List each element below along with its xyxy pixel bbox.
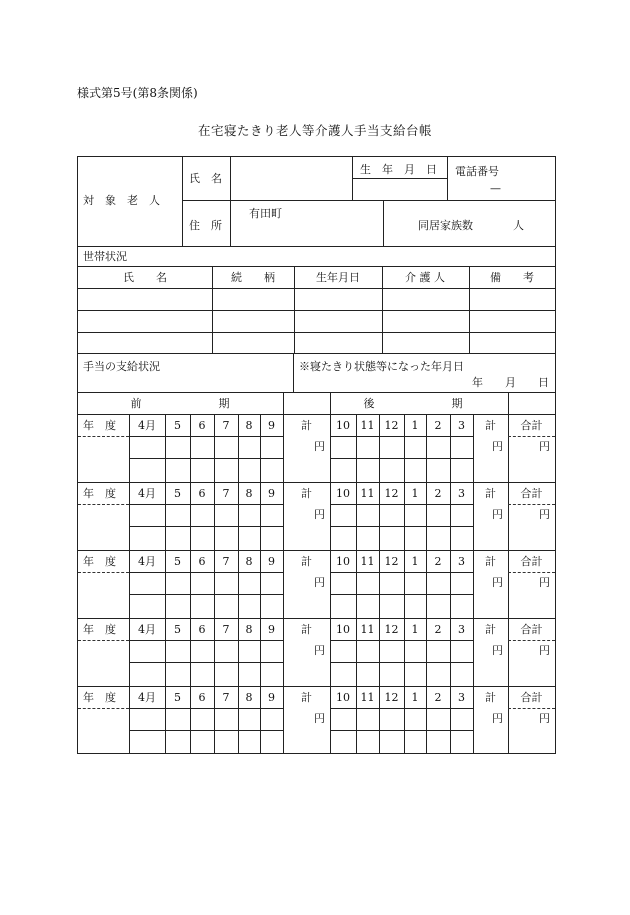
month-header: 2: [434, 691, 442, 704]
month-header: 7: [222, 623, 230, 636]
month-header: 3: [458, 623, 465, 636]
birth-field[interactable]: [357, 183, 445, 197]
month-header: 合計: [520, 487, 543, 500]
month-header: 5: [174, 419, 181, 432]
month-header: 合計: [520, 555, 543, 568]
month-header: 1: [411, 623, 419, 636]
first-half-header: 前 期: [130, 397, 230, 410]
month-header: 6: [198, 691, 206, 704]
month-header: 1: [411, 691, 419, 704]
month-header: 10: [336, 691, 350, 704]
yen-unit: 円: [492, 576, 503, 589]
month-header: 9: [268, 623, 275, 636]
fiscal-year-label: 年 度: [83, 623, 116, 636]
month-header: 10: [336, 623, 350, 636]
month-header: 2: [434, 419, 442, 432]
yen-unit: 円: [539, 440, 550, 453]
month-header: 8: [245, 419, 253, 432]
yen-unit: 円: [492, 712, 503, 725]
month-header: 計: [301, 419, 312, 432]
page-title: 在宅寝たきり老人等介護人手当支給台帳: [197, 123, 432, 138]
birth-label: 生 年 月 日: [360, 163, 437, 176]
column-name: 氏 名: [123, 271, 167, 284]
month-header: 5: [174, 555, 181, 568]
bedridden-date-label: ※寝たきり状態等になった年月日: [299, 360, 464, 373]
month-header: 2: [434, 555, 442, 568]
yen-unit: 円: [492, 440, 503, 453]
month-header: 4月: [138, 419, 156, 432]
address-value[interactable]: 有田町: [249, 207, 282, 220]
yen-unit: 円: [492, 508, 503, 521]
month-header: 11: [360, 555, 375, 568]
month-header: 3: [458, 691, 465, 704]
month-header: 8: [245, 623, 253, 636]
month-header: 7: [222, 487, 230, 500]
yen-unit: 円: [539, 508, 550, 521]
month-header: 4月: [138, 623, 156, 636]
column-relation: 続 柄: [231, 271, 275, 284]
yen-unit: 円: [539, 576, 550, 589]
month-header: 12: [384, 555, 399, 568]
fiscal-year-label: 年 度: [83, 555, 116, 568]
month-header: 11: [360, 691, 375, 704]
month-header: 計: [485, 487, 496, 500]
month-header: 6: [198, 487, 206, 500]
month-header: 8: [245, 487, 253, 500]
yen-unit: 円: [539, 644, 550, 657]
month-header: 合計: [520, 419, 543, 432]
month-header: 4月: [138, 691, 156, 704]
column-caregiver: 介 護 人: [405, 271, 445, 284]
month-header: 6: [198, 623, 206, 636]
month-header: 7: [222, 555, 230, 568]
address-label: 住 所: [189, 219, 222, 232]
month-header: 10: [336, 487, 350, 500]
allowance-status-block: [77, 353, 556, 393]
month-header: 12: [384, 691, 399, 704]
second-half-header: 後 期: [363, 397, 463, 410]
month-header: 7: [222, 691, 230, 704]
payment-table: [77, 392, 556, 754]
month-header: 計: [485, 691, 496, 704]
name-label: 氏 名: [189, 172, 222, 185]
month-header: 9: [268, 691, 275, 704]
month-header: 計: [301, 555, 312, 568]
month-header: 3: [458, 419, 465, 432]
month-header: 4月: [138, 555, 156, 568]
fiscal-year-label: 年 度: [83, 487, 116, 500]
month-header: 12: [384, 487, 399, 500]
month-header: 9: [268, 487, 275, 500]
month-header: 12: [384, 419, 399, 432]
yen-unit: 円: [314, 576, 325, 589]
household-count-unit: 人: [513, 219, 524, 232]
subject-block: [77, 156, 556, 247]
fiscal-year-label: 年 度: [83, 419, 116, 432]
month-header: 合計: [520, 623, 543, 636]
month-header: 2: [434, 487, 442, 500]
phone-dash: —: [490, 182, 501, 195]
name-field[interactable]: [235, 175, 347, 189]
month-header: 3: [458, 555, 465, 568]
month-header: 2: [434, 623, 442, 636]
month-header: 10: [336, 419, 350, 432]
yen-unit: 円: [492, 644, 503, 657]
form-number: 様式第5号(第8条関係): [77, 86, 198, 100]
month-header: 12: [384, 623, 399, 636]
yen-unit: 円: [314, 712, 325, 725]
month-header: 計: [485, 623, 496, 636]
household-count-label: 同居家族数: [418, 219, 473, 232]
month-header: 計: [301, 623, 312, 636]
month-header: 計: [485, 419, 496, 432]
month-header: 計: [301, 691, 312, 704]
month-header: 11: [360, 419, 375, 432]
fiscal-year-label: 年 度: [83, 691, 116, 704]
month-header: 7: [222, 419, 230, 432]
column-remarks: 備 考: [490, 271, 534, 284]
month-header: 9: [268, 555, 275, 568]
month-header: 5: [174, 623, 181, 636]
subject-label: 対 象 老 人: [83, 194, 160, 207]
month-header: 3: [458, 487, 465, 500]
month-header: 1: [411, 555, 419, 568]
month-header: 6: [198, 555, 206, 568]
yen-unit: 円: [314, 440, 325, 453]
month-header: 5: [174, 691, 181, 704]
month-header: 4月: [138, 487, 156, 500]
yen-unit: 円: [539, 712, 550, 725]
yen-unit: 円: [314, 508, 325, 521]
phone-label: 電話番号: [455, 165, 499, 178]
month-header: 8: [245, 691, 253, 704]
bedridden-date-value: 年 月 日: [472, 376, 549, 389]
allowance-status-label: 手当の支給状況: [83, 360, 160, 373]
month-header: 8: [245, 555, 253, 568]
household-block: [77, 246, 556, 354]
column-birthdate: 生年月日: [316, 271, 360, 284]
month-header: 計: [301, 487, 312, 500]
month-header: 1: [411, 419, 419, 432]
month-header: 計: [485, 555, 496, 568]
yen-unit: 円: [314, 644, 325, 657]
month-header: 10: [336, 555, 350, 568]
household-section-label: 世帯状況: [83, 250, 127, 263]
month-header: 11: [360, 487, 375, 500]
month-header: 9: [268, 419, 275, 432]
month-header: 6: [198, 419, 206, 432]
month-header: 1: [411, 487, 419, 500]
month-header: 5: [174, 487, 181, 500]
month-header: 合計: [520, 691, 543, 704]
month-header: 11: [360, 623, 375, 636]
